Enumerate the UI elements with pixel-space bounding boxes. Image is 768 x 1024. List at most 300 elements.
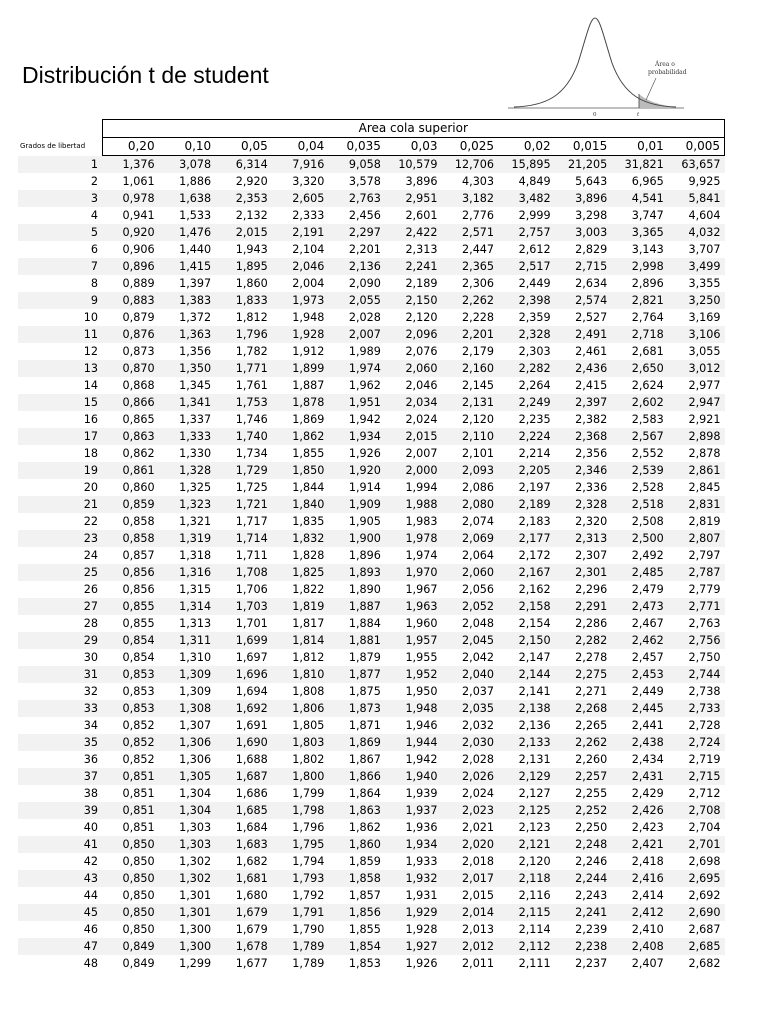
value-cell: 2,291: [555, 598, 612, 615]
value-cell: 1,931: [405, 889, 438, 902]
df-cell: 10: [83, 311, 98, 324]
value-cell: 2,114: [518, 923, 551, 936]
value-cell: 1,932: [385, 870, 442, 887]
value-cell: 2,243: [575, 889, 608, 902]
value-cell: 1,871: [348, 719, 381, 732]
df-cell: 23: [18, 530, 102, 547]
value-cell: 2,418: [631, 855, 664, 868]
value-cell: 1,688: [235, 753, 268, 766]
value-cell: 1,680: [235, 889, 268, 902]
alpha-header-cell: 0,05: [215, 138, 272, 156]
value-cell: 2,144: [498, 666, 555, 683]
value-cell: 1,304: [159, 802, 216, 819]
value-cell: 1,899: [272, 360, 329, 377]
value-cell: 3,003: [555, 224, 612, 241]
value-cell: 2,125: [498, 802, 555, 819]
value-cell: 2,024: [405, 413, 438, 426]
value-cell: 0,849: [102, 938, 159, 955]
df-cell: 36: [83, 753, 98, 766]
value-cell: 2,368: [555, 428, 612, 445]
value-cell: 2,845: [688, 481, 721, 494]
value-cell: 1,970: [385, 564, 442, 581]
value-cell: 1,309: [179, 685, 212, 698]
value-cell: 2,733: [668, 700, 725, 717]
value-cell: 1,973: [272, 292, 329, 309]
value-cell: 3,012: [668, 360, 725, 377]
table-row: [18, 836, 725, 853]
value-cell: 2,763: [688, 617, 721, 630]
value-cell: 1,955: [405, 651, 438, 664]
value-cell: 2,104: [292, 243, 325, 256]
value-cell: 1,415: [159, 258, 216, 275]
value-cell: 1,934: [385, 836, 442, 853]
value-cell: 2,172: [518, 549, 551, 562]
value-cell: 2,878: [688, 447, 721, 460]
value-cell: 2,998: [611, 258, 668, 275]
value-cell: 2,235: [518, 413, 551, 426]
value-cell: 1,862: [272, 428, 329, 445]
value-cell: 1,974: [405, 549, 438, 562]
value-cell: 2,518: [611, 496, 668, 513]
value-cell: 1,315: [179, 583, 212, 596]
value-cell: 1,796: [292, 821, 325, 834]
value-cell: 2,718: [611, 326, 668, 343]
value-cell: 2,704: [688, 821, 721, 834]
value-cell: 1,725: [235, 481, 268, 494]
value-cell: 1,879: [348, 651, 381, 664]
value-cell: 1,893: [328, 564, 385, 581]
value-cell: 1,306: [159, 734, 216, 751]
value-cell: 1,828: [292, 549, 325, 562]
value-cell: 2,238: [555, 938, 612, 955]
table-row: [18, 683, 725, 700]
value-cell: 0,854: [122, 651, 155, 664]
value-cell: 2,685: [668, 938, 725, 955]
value-cell: 2,032: [462, 719, 495, 732]
value-cell: 2,040: [441, 666, 498, 683]
df-cell: 8: [90, 277, 98, 290]
figure-axis-t-label: t: [637, 112, 640, 118]
df-cell: 25: [18, 564, 102, 581]
value-cell: 0,850: [122, 923, 155, 936]
value-cell: 0,852: [122, 719, 155, 732]
value-cell: 2,121: [498, 836, 555, 853]
value-cell: 0,866: [102, 394, 159, 411]
value-cell: 2,447: [462, 243, 495, 256]
df-cell: 3: [18, 190, 102, 207]
figure-density-curve: [514, 18, 676, 107]
value-cell: 1,793: [272, 870, 329, 887]
value-cell: 1,782: [235, 345, 268, 358]
value-cell: 1,677: [235, 957, 268, 970]
value-cell: 1,862: [348, 821, 381, 834]
df-cell: 37: [18, 768, 102, 785]
value-cell: 2,479: [631, 583, 664, 596]
value-cell: 2,763: [328, 190, 385, 207]
table-row: [18, 445, 725, 462]
value-cell: 3,182: [441, 190, 498, 207]
value-cell: 2,999: [518, 209, 551, 222]
value-cell: 1,397: [179, 277, 212, 290]
value-cell: 2,695: [668, 870, 725, 887]
value-cell: 1,860: [235, 277, 268, 290]
value-cell: 1,798: [272, 802, 329, 819]
value-cell: 4,032: [668, 224, 725, 241]
value-cell: 1,792: [292, 889, 325, 902]
value-cell: 2,412: [611, 904, 668, 921]
value-cell: 1,926: [348, 447, 381, 460]
table-row: [18, 700, 725, 717]
value-cell: 2,491: [555, 326, 612, 343]
value-cell: 2,265: [575, 719, 608, 732]
value-cell: 1,679: [215, 904, 272, 921]
value-cell: 1,928: [272, 326, 329, 343]
value-cell: 2,764: [631, 311, 664, 324]
value-cell: 2,333: [292, 209, 325, 222]
value-cell: 1,350: [159, 360, 216, 377]
value-cell: 2,681: [631, 345, 664, 358]
value-cell: 0,859: [102, 496, 159, 513]
value-cell: 1,808: [292, 685, 325, 698]
value-cell: 1,684: [235, 821, 268, 834]
value-cell: 2,096: [385, 326, 442, 343]
value-cell: 2,438: [611, 734, 668, 751]
value-cell: 2,132: [235, 209, 268, 222]
value-cell: 2,252: [555, 802, 612, 819]
table-row: [18, 292, 725, 309]
value-cell: 2,007: [328, 326, 385, 343]
value-cell: 1,942: [405, 753, 438, 766]
value-cell: 0,865: [122, 413, 155, 426]
value-cell: 63,657: [668, 156, 725, 174]
value-cell: 1,895: [215, 258, 272, 275]
value-cell: 2,241: [555, 904, 612, 921]
value-cell: 2,898: [668, 428, 725, 445]
value-cell: 2,738: [688, 685, 721, 698]
value-cell: 1,819: [272, 598, 329, 615]
value-cell: 2,028: [462, 753, 495, 766]
value-cell: 2,708: [668, 802, 725, 819]
value-cell: 1,300: [159, 938, 216, 955]
value-cell: 2,046: [405, 379, 438, 392]
value-cell: 1,944: [385, 734, 442, 751]
value-cell: 2,111: [518, 957, 551, 970]
value-cell: 21,205: [555, 156, 612, 174]
value-cell: 1,814: [272, 632, 329, 649]
value-cell: 1,875: [348, 685, 381, 698]
df-header: Grados de libertad: [20, 142, 86, 150]
value-cell: 2,120: [405, 311, 438, 324]
value-cell: 1,989: [348, 345, 381, 358]
df-cell: 24: [83, 549, 98, 562]
table-row: [18, 547, 725, 564]
value-cell: 1,877: [328, 666, 385, 683]
value-cell: 2,158: [498, 598, 555, 615]
value-cell: 2,829: [575, 243, 608, 256]
value-cell: 2,042: [462, 651, 495, 664]
value-cell: 2,179: [462, 345, 495, 358]
value-cell: 0,855: [122, 617, 155, 630]
value-cell: 2,020: [441, 836, 498, 853]
value-cell: 1,799: [292, 787, 325, 800]
value-cell: 2,120: [518, 855, 551, 868]
value-cell: 0,896: [102, 258, 159, 275]
value-cell: 2,129: [498, 768, 555, 785]
value-cell: 9,925: [688, 175, 721, 188]
value-cell: 0,858: [102, 530, 159, 547]
value-cell: 1,300: [179, 923, 212, 936]
value-cell: 1,061: [122, 175, 155, 188]
table-row: [18, 751, 725, 768]
value-cell: 2,011: [462, 957, 495, 970]
df-cell: 13: [18, 360, 102, 377]
value-cell: 2,004: [292, 277, 325, 290]
alpha-header-cell: 0,04: [272, 138, 329, 156]
value-cell: 2,750: [688, 651, 721, 664]
value-cell: 1,856: [328, 904, 385, 921]
value-cell: 2,145: [462, 379, 495, 392]
value-cell: 2,921: [688, 413, 721, 426]
value-cell: 1,304: [179, 787, 212, 800]
value-cell: 1,337: [179, 413, 212, 426]
figure-legend-line2: probabilidad: [648, 69, 687, 76]
value-cell: 2,201: [348, 243, 381, 256]
value-cell: 1,721: [215, 496, 272, 513]
value-cell: 1,800: [272, 768, 329, 785]
value-cell: 9,058: [328, 156, 385, 174]
table-row: [18, 887, 725, 904]
value-cell: 2,237: [575, 957, 608, 970]
df-cell: 6: [90, 243, 98, 256]
figure-axis-zero-label: 0: [593, 112, 597, 118]
value-cell: 2,571: [441, 224, 498, 241]
value-cell: 0,850: [102, 836, 159, 853]
value-cell: 2,612: [518, 243, 551, 256]
value-cell: 0,873: [122, 345, 155, 358]
value-cell: 2,007: [405, 447, 438, 460]
value-cell: 4,541: [611, 190, 668, 207]
value-cell: 1,946: [405, 719, 438, 732]
value-cell: 2,133: [498, 734, 555, 751]
value-cell: 2,359: [518, 311, 551, 324]
value-cell: 2,224: [498, 428, 555, 445]
value-cell: 2,429: [631, 787, 664, 800]
value-cell: 2,567: [611, 428, 668, 445]
table-row: [18, 360, 725, 377]
table-row: [18, 496, 725, 513]
value-cell: 1,440: [179, 243, 212, 256]
value-cell: 1,794: [292, 855, 325, 868]
value-cell: 0,889: [122, 277, 155, 290]
value-cell: 1,939: [405, 787, 438, 800]
value-cell: 1,825: [272, 564, 329, 581]
df-cell: 47: [18, 938, 102, 955]
value-cell: 2,951: [385, 190, 442, 207]
value-cell: 2,517: [498, 258, 555, 275]
t-distribution-figure: [506, 8, 688, 120]
value-cell: 1,333: [159, 428, 216, 445]
value-cell: 2,282: [498, 360, 555, 377]
figure-legend-pointer: [646, 78, 656, 100]
value-cell: 2,136: [328, 258, 385, 275]
value-cell: 0,856: [102, 564, 159, 581]
value-cell: 2,275: [555, 666, 612, 683]
value-cell: 1,307: [179, 719, 212, 732]
value-cell: 0,850: [102, 870, 159, 887]
value-cell: 1,708: [215, 564, 272, 581]
value-cell: 2,861: [668, 462, 725, 479]
value-cell: 0,850: [122, 889, 155, 902]
value-cell: 2,056: [462, 583, 495, 596]
value-cell: 1,940: [385, 768, 442, 785]
value-cell: 1,345: [179, 379, 212, 392]
value-cell: 0,852: [102, 734, 159, 751]
value-cell: 2,131: [518, 753, 551, 766]
df-cell: 42: [83, 855, 98, 868]
value-cell: 0,853: [122, 685, 155, 698]
value-cell: 1,694: [235, 685, 268, 698]
value-cell: 0,854: [102, 632, 159, 649]
df-cell: 1: [18, 156, 102, 174]
value-cell: 1,699: [215, 632, 272, 649]
value-cell: 15,895: [498, 156, 555, 174]
value-cell: 1,761: [235, 379, 268, 392]
value-cell: 1,328: [159, 462, 216, 479]
value-cell: 3,578: [348, 175, 381, 188]
value-cell: 3,298: [575, 209, 608, 222]
value-cell: 2,441: [631, 719, 664, 732]
table-row: [18, 598, 725, 615]
value-cell: 2,583: [631, 413, 664, 426]
value-cell: 1,988: [385, 496, 442, 513]
value-cell: 0,858: [122, 515, 155, 528]
value-cell: 1,701: [235, 617, 268, 630]
value-cell: 0,853: [102, 666, 159, 683]
value-cell: 0,883: [102, 292, 159, 309]
value-cell: 2,018: [462, 855, 495, 868]
value-cell: 1,638: [159, 190, 216, 207]
value-cell: 1,948: [385, 700, 442, 717]
value-cell: 1,957: [385, 632, 442, 649]
value-cell: 2,015: [385, 428, 442, 445]
value-cell: 0,941: [122, 209, 155, 222]
value-cell: 0,850: [102, 904, 159, 921]
value-cell: 2,191: [272, 224, 329, 241]
value-cell: 2,461: [575, 345, 608, 358]
value-cell: 1,886: [179, 175, 212, 188]
df-cell: 30: [83, 651, 98, 664]
value-cell: 0,852: [122, 753, 155, 766]
value-cell: 1,771: [215, 360, 272, 377]
value-cell: 1,974: [328, 360, 385, 377]
value-cell: 1,952: [385, 666, 442, 683]
value-cell: 2,715: [555, 258, 612, 275]
value-cell: 2,807: [668, 530, 725, 547]
value-cell: 5,643: [575, 175, 608, 188]
value-cell: 2,313: [405, 243, 438, 256]
value-cell: 0,857: [122, 549, 155, 562]
value-cell: 1,873: [328, 700, 385, 717]
value-cell: 2,574: [555, 292, 612, 309]
value-cell: 2,434: [631, 753, 664, 766]
value-cell: 0,851: [102, 768, 159, 785]
value-cell: 2,074: [462, 515, 495, 528]
value-cell: 1,686: [235, 787, 268, 800]
df-cell: 14: [83, 379, 98, 392]
table-row: [18, 615, 725, 632]
value-cell: 2,076: [405, 345, 438, 358]
value-cell: 2,201: [441, 326, 498, 343]
value-cell: 2,320: [575, 515, 608, 528]
value-cell: 2,436: [555, 360, 612, 377]
table-row: [18, 411, 725, 428]
value-cell: 2,528: [631, 481, 664, 494]
value-cell: 2,449: [518, 277, 551, 290]
value-cell: 0,861: [102, 462, 159, 479]
value-cell: 1,803: [272, 734, 329, 751]
value-cell: 2,744: [668, 666, 725, 683]
value-cell: 1,690: [215, 734, 272, 751]
value-cell: 0,851: [102, 802, 159, 819]
value-cell: 2,093: [441, 462, 498, 479]
value-cell: 2,453: [611, 666, 668, 683]
alpha-header-cell: 0,20: [102, 138, 159, 156]
value-cell: 2,408: [611, 938, 668, 955]
df-cell: 46: [83, 923, 98, 936]
value-cell: 2,286: [575, 617, 608, 630]
value-cell: 1,833: [215, 292, 272, 309]
page-title: Distribución t de student: [22, 62, 269, 88]
table-row: [18, 870, 725, 887]
value-cell: 2,500: [611, 530, 668, 547]
value-cell: 2,021: [462, 821, 495, 834]
value-cell: 1,363: [159, 326, 216, 343]
value-cell: 2,014: [441, 904, 498, 921]
value-cell: 1,802: [292, 753, 325, 766]
table-row: [18, 649, 725, 666]
value-cell: 2,797: [688, 549, 721, 562]
value-cell: 2,017: [441, 870, 498, 887]
value-cell: 3,896: [555, 190, 612, 207]
value-cell: 2,920: [235, 175, 268, 188]
value-cell: 2,189: [498, 496, 555, 513]
value-cell: 1,753: [215, 394, 272, 411]
alpha-header-cell: 0,01: [611, 138, 668, 156]
value-cell: 2,197: [518, 481, 551, 494]
value-cell: 1,950: [405, 685, 438, 698]
value-cell: 1,318: [179, 549, 212, 562]
value-cell: 1,884: [348, 617, 381, 630]
value-cell: 6,965: [631, 175, 664, 188]
value-cell: 1,330: [179, 447, 212, 460]
value-cell: 0,851: [122, 821, 155, 834]
value-cell: 2,382: [575, 413, 608, 426]
value-cell: 4,849: [518, 175, 551, 188]
value-cell: 1,372: [179, 311, 212, 324]
value-cell: 2,115: [498, 904, 555, 921]
df-cell: 38: [83, 787, 98, 800]
value-cell: 1,822: [292, 583, 325, 596]
value-cell: 2,080: [441, 496, 498, 513]
value-cell: 2,492: [631, 549, 664, 562]
table-row: [18, 309, 725, 326]
value-cell: 1,691: [235, 719, 268, 732]
value-cell: 1,301: [179, 889, 212, 902]
value-cell: 3,106: [668, 326, 725, 343]
value-cell: 2,131: [441, 394, 498, 411]
value-cell: 2,162: [518, 583, 551, 596]
value-cell: 3,355: [688, 277, 721, 290]
